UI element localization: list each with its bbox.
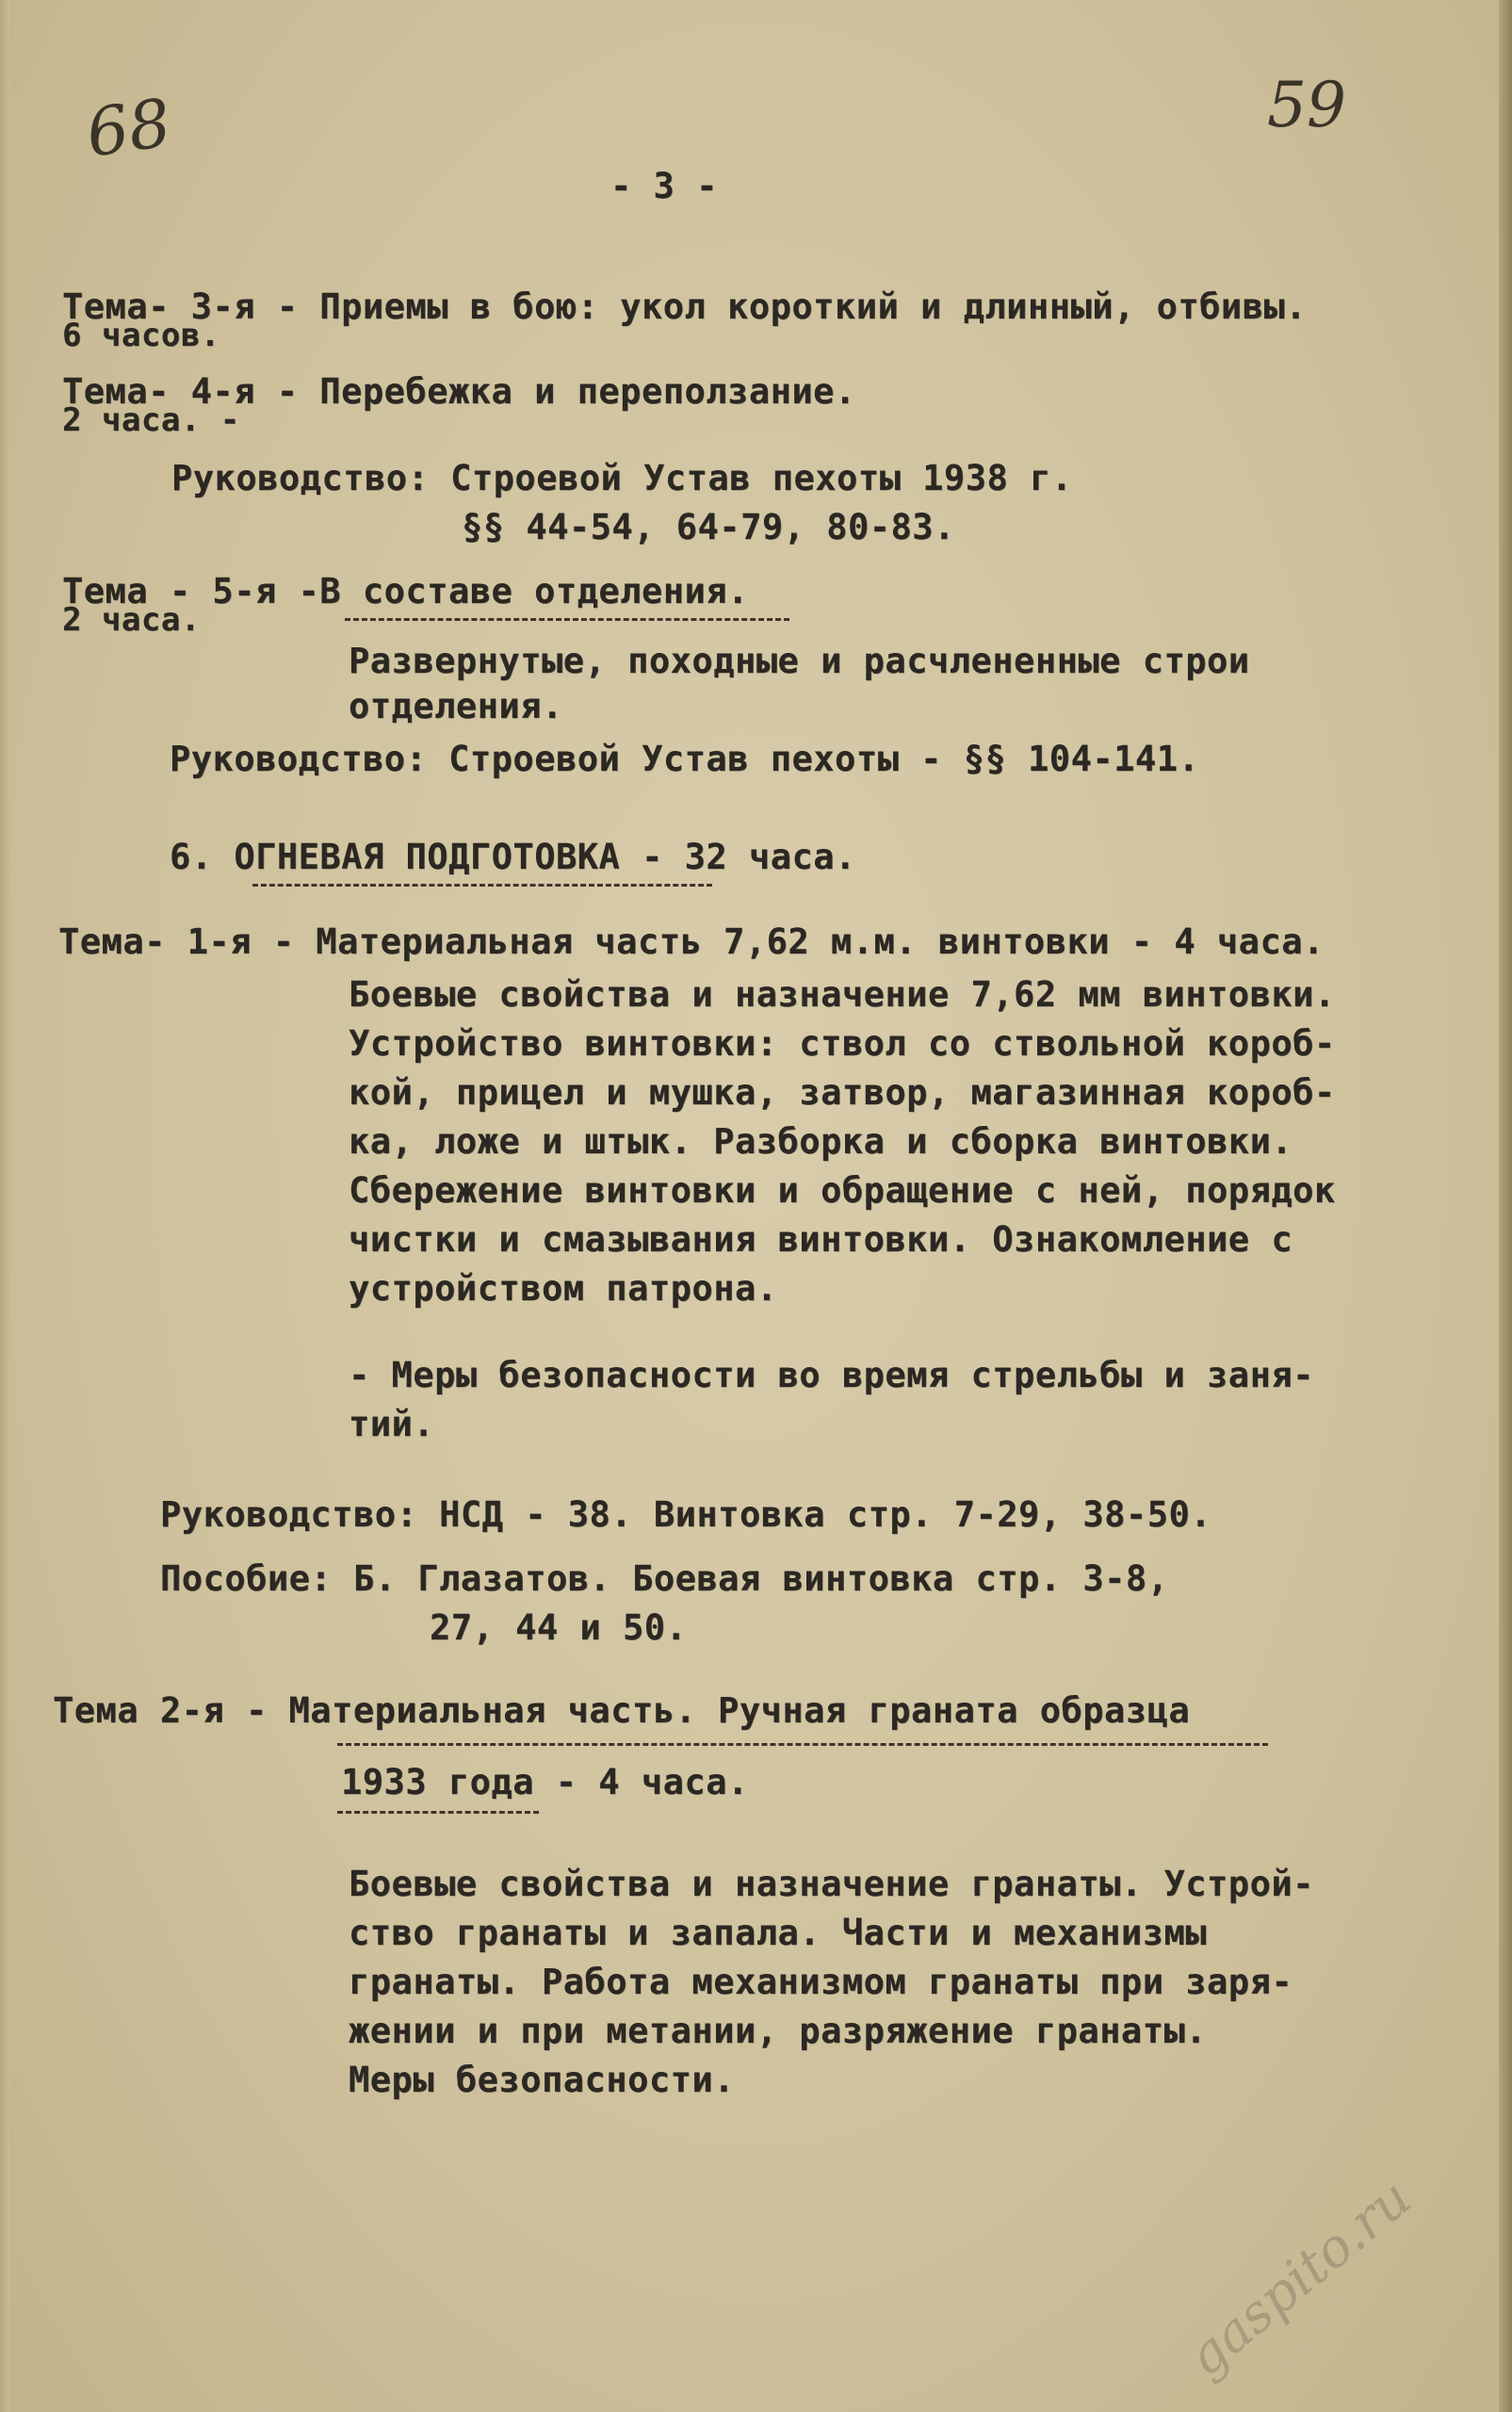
section-6-heading: 6. ОГНЕВАЯ ПОДГОТОВКА - 32 часа.: [170, 837, 856, 877]
fire-theme-2-underline-1: [337, 1743, 1268, 1746]
page-right-edge: [1499, 0, 1512, 2412]
fire-theme-1-line-7: чистки и смазывания винтовки. Ознакомление с: [349, 1219, 1293, 1260]
fire-theme-1-line-10: тий.: [349, 1404, 435, 1444]
fire-theme-1-line-4: кой, прицел и мушка, затвор, магазинная короб-: [349, 1072, 1336, 1113]
fire-theme-1-line-8: устройством патрона.: [349, 1268, 778, 1309]
fire-theme-1-line-6: Сбережение винтовки и обращение с ней, порядок: [349, 1170, 1336, 1211]
theme-5-hours: 2 часа.: [62, 601, 201, 639]
fire-theme-2-line-7: Меры безопасности.: [349, 2060, 735, 2100]
fire-theme-1-line-3: Устройство винтовки: ствол со ствольной короб-: [349, 1023, 1336, 1064]
theme-5-line-3: отделения.: [349, 686, 563, 726]
fire-theme-1-line-1: Тема- 1-я - Материальная часть 7,62 м.м. винтовки - 4 часа.: [58, 921, 1325, 962]
theme-4-hours: 2 часа. -: [62, 401, 240, 439]
page-number: - 3 -: [610, 166, 718, 206]
guidance-1-line-2: §§ 44-54, 64-79, 80-83.: [462, 507, 955, 547]
fire-theme-2-line-5: гранаты. Работа механизмом гранаты при заря-: [349, 1962, 1293, 2002]
fire-theme-1-line-2: Боевые свойства и назначение 7,62 мм винтовки.: [349, 974, 1336, 1015]
theme-5-line-2: Развернутые, походные и расчлененные строи: [349, 641, 1250, 681]
watermark: gaspito.ru: [1176, 2167, 1423, 2388]
guidance-3: Руководство: НСД - 38. Винтовка стр. 7-29, 38-50.: [160, 1494, 1212, 1535]
fire-theme-1-line-9: - Меры безопасности во время стрельбы и заня-: [349, 1355, 1314, 1395]
handwritten-right-number: 59: [1267, 69, 1346, 141]
handwritten-left-number: 68: [81, 84, 176, 172]
fire-theme-2-line-1: Тема 2-я - Материальная часть. Ручная граната образца: [53, 1690, 1191, 1731]
fire-theme-2-underline-2: [337, 1811, 539, 1814]
theme-4-line-1: Тема- 4-я - Перебежка и переползание.: [62, 371, 856, 412]
fire-theme-2-line-3: Боевые свойства и назначение гранаты. Устрой-: [349, 1864, 1314, 1904]
theme-3-hours: 6 часов.: [62, 317, 220, 354]
theme-3-line-1: Тема- 3-я - Приемы в бою: укол короткий и длинный, отбивы.: [62, 286, 1308, 327]
guidance-1-line-1: Руководство: Строевой Устав пехоты 1938 г.: [171, 458, 1073, 498]
manual-line-1: Пособие: Б. Глазатов. Боевая винтовка стр. 3-8,: [160, 1558, 1169, 1599]
section-6-underline: [252, 884, 712, 887]
theme-5-line-1: Тема - 5-я -В составе отделения.: [62, 571, 749, 611]
guidance-2: Руководство: Строевой Устав пехоты - §§ 104-141.: [170, 739, 1200, 779]
fire-theme-2-line-6: жении и при метании, разряжение гранаты.: [349, 2011, 1208, 2051]
manual-line-2: 27, 44 и 50.: [430, 1607, 688, 1648]
theme-5-underline: [345, 618, 789, 621]
fire-theme-1-line-5: ка, ложе и штык. Разборка и сборка винтовки.: [349, 1121, 1293, 1162]
fire-theme-2-line-4: ство гранаты и запала. Части и механизмы: [349, 1913, 1208, 1953]
page-left-edge: [0, 0, 9, 2412]
fire-theme-2-line-2: 1933 года - 4 часа.: [341, 1762, 749, 1802]
